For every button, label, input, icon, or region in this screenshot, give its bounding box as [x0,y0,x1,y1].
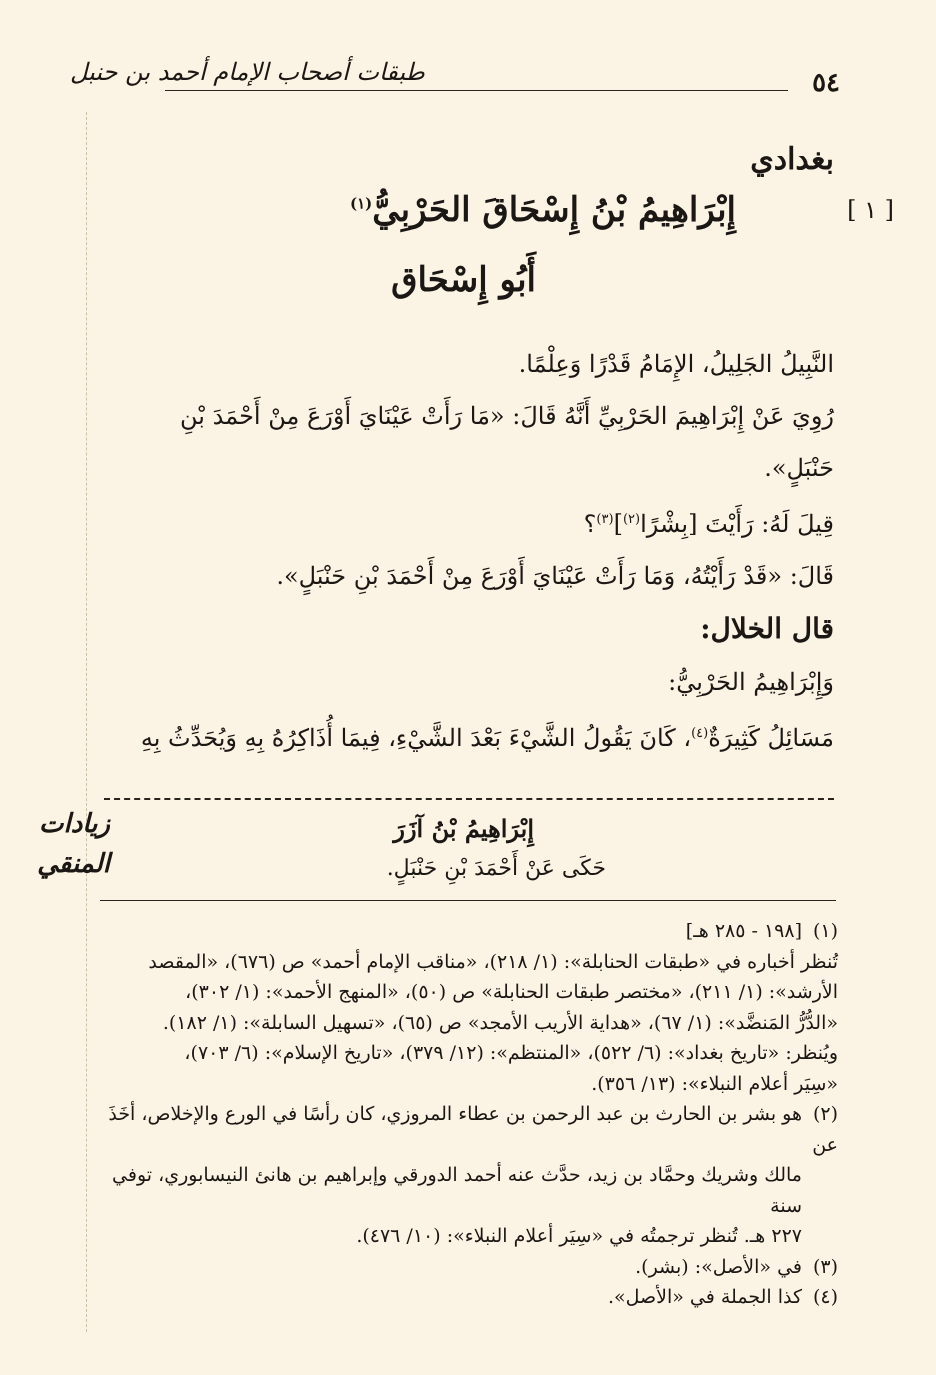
footnote-line: مالك وشريك وحمَّاد بن زيد، حدَّث عنه أحمد الدورقي وإبراهيم بن هانئ النيسابوري، توفي سنة [112,1164,802,1217]
body-fragment: مَسَائِلُ كَثِيرَةٌ [708,724,834,752]
khallal-heading: قال الخلال: [700,612,834,645]
footnote-text: كذا الجملة في «الأصل». [607,1286,802,1308]
entry-body [104,338,834,764]
footnote-4 [100,1282,838,1313]
section-label: بغدادي [750,142,834,177]
footnote-line: ٢٢٧ هـ. تُنظر ترجمتُه في «سِيَر أعلام النبلاء»: (١٠/ ٤٧٦). [356,1225,802,1247]
entry-kunya: أَبُو إِسْحَاق [391,260,536,300]
addition-entry-text: حَكَى عَنْ أَحْمَدَ بْنِ حَنْبَلٍ. [386,856,606,881]
body-fragment: قِيلَ لَهُ: رَأَيْتَ [بِشْرًا [640,510,834,538]
body-fragment: ] [613,510,623,538]
body-fragment: ؟ [583,510,597,538]
body-line: رُوِيَ عَنْ إِبْرَاهِيمَ الحَرْبِيِّ أَنَّهُ قَالَ: «مَا رَأَتْ عَيْنَايَ أَوْرَعَ مِنْ أَحْمَدَ بْنِ [180,402,834,430]
body-fragment: ، كَانَ يَقُولُ الشَّيْءَ بَعْدَ الشَّيْءِ، فِيمَا أُذَاكِرُهُ بِهِ وَيُحَدِّثُ بِهِ [140,724,692,752]
footnote-ref-1: (١) [349,194,373,213]
footnote-ref-4: (٤) [691,726,709,741]
footnote-number: (٢) [812,1103,838,1125]
footnote-number: (١) [812,920,838,942]
page-number: ٥٤ [812,68,840,98]
footnote-line: «سِيَر أعلام النبلاء»: (١٣/ ٣٥٦). [591,1072,838,1095]
footnote-number: (٣) [812,1255,838,1278]
body-line: قَالَ: «قَدْ رَأَيْتُهُ، وَمَا رَأَتْ عَيْنَايَ أَوْرَعَ مِنْ أَحْمَدَ بْنِ حَنْبَلٍ». [276,562,834,590]
margin-ornament [86,112,87,1332]
footnote-line: تُنظر أخباره في «طبقات الحنابلة»: (١/ ٢١٨)، «مناقب الإمام أحمد» ص (٦٧٦)، «المقصد [148,950,838,973]
header-rule [165,90,788,91]
dashed-separator [104,798,834,800]
footnote-text: هو بشر بن الحارث بن عبد الرحمن بن عطاء المروزي، كان رأسًا في الورع والإخلاص، أخَذَ عن [108,1103,838,1156]
body-line [104,708,834,764]
body-line: النَّبِيلُ الجَلِيلُ، الإِمَامُ قَدْرًا وَعِلْمًا. [518,350,834,378]
footnote-ref-2: (٢) [622,512,641,527]
footnote-3 [100,1252,838,1283]
footnote-line: الأرشد»: (١/ ٢١١)، «مختصر طبقات الحنابلة» ص (٥٠)، «المنهج الأحمد»: (١/ ٣٠٢)، [185,981,838,1003]
footnote-text: في «الأصل»: (بشر). [635,1255,802,1278]
entry-number: [ ١ ] [847,196,894,224]
running-title: طبقات أصحاب الإمام أحمد بن حنبل [70,58,425,86]
body-line: وَإِبْرَاهِيمُ الحَرْبِيُّ: [668,668,834,696]
footnotes [100,916,838,1313]
entry-name-text: إِبْرَاهِيمُ بْنُ إِسْحَاقَ الحَرْبِيُّ [372,190,736,230]
body-line [104,494,834,550]
footnote-line: ويُنظر: «تاريخ بغداد»: (٦/ ٥٢٢)، «المنتظم»: (١٢/ ٣٧٩)، «تاريخ الإسلام»: (٦/ ٧٠٣)، [184,1042,838,1064]
addition-entry-name: إِبْرَاهِيمُ بْنُ آزَرَ [393,814,534,843]
footnote-line: «الدُّرُّ المَنضَّد»: (١/ ٦٧)، «هداية الأريب الأمجد» ص (٦٥)، «تسهيل السابلة»: (١/ ١٨٢). [162,1011,838,1034]
footnote-number: (٤) [812,1286,838,1308]
footnote-ref-3: (٣) [596,512,614,527]
footnote-2 [100,1099,838,1160]
footnote-dates: [١٩٨ - ٢٨٥ هـ] [685,920,802,942]
footnote-1 [100,916,838,947]
footnote-rule [100,900,836,901]
additions-side-label: زيادات المنقي [37,809,110,879]
body-line: حَنْبَلٍ». [764,454,834,482]
entry-name [350,190,736,230]
